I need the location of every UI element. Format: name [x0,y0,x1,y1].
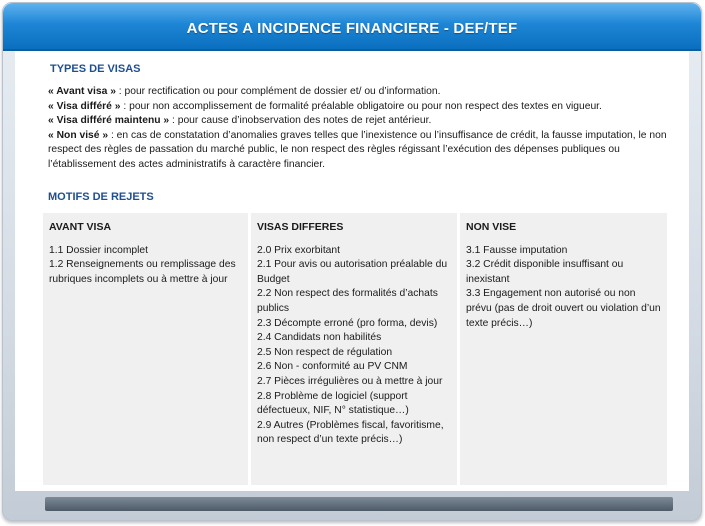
list-item: 3.2 Crédit disponible insuffisant ou inexistant [466,259,624,285]
rejets-column-non-vise [460,213,667,485]
rejets-column-avant-visa [43,213,248,485]
column-heading: VISAS DIFFERES [257,221,344,233]
column-heading: NON VISE [466,221,517,233]
visa-desc: : pour rectification ou pour complément de dossier et/ ou d’information. [115,86,441,97]
list-item: 3.1 Fausse imputation [466,244,568,256]
visa-line [48,129,688,173]
visa-term: « Avant visa » [48,86,116,97]
list-item: 2.7 Pièces irrégulières ou à mettre à jour [257,375,443,387]
visa-desc: : pour cause d’inobservation des notes de rejet antérieur. [169,115,432,127]
list-item: 2.5 Non respect de régulation [257,346,393,358]
visa-term: « Non visé » [48,129,109,141]
header-banner [3,3,701,51]
list-item: 1.2 Renseignements ou remplissage des rubriques incomplets ou à mettre à jour [49,259,236,285]
visa-line [48,114,688,129]
visa-line [48,85,688,100]
list-item: 2.0 Prix exorbitant [257,244,340,256]
list-item: 2.9 Autres (Problèmes fiscal, favoritisme, non respect d’un texte précis…) [257,419,444,446]
list-item: 2.6 Non - conformité au PV CNM [257,361,408,373]
list-item: 2.8 Problème de logiciel (support défectueux, NIF, N° statistique…) [257,390,409,417]
list-item: 2.3 Décompte erroné (pro forma, devis) [257,317,438,329]
visa-line [48,100,688,115]
page-title: ACTES A INCIDENCE FINANCIERE - DEF/TEF [186,20,518,37]
types-de-visas-title: TYPES DE VISAS [50,63,141,75]
rejets-column-visas-differes [251,213,457,485]
visa-term: « Visa différé maintenu » [48,115,170,127]
visa-desc: : en cas de constatation d’anomalies graves telles que l’inexistence ou l’insuffisance de crédit, la fausse imputation, le non respect des règles de passation du marché public, le non respect des règles régissant l’exécution des dépenses publiques ou l’établissement des actes administratifs à caractère financier. [48,129,667,170]
list-item: 2.2 Non respect des formalités d’achats publics [257,288,438,314]
motifs-de-rejets-title: MOTIFS DE REJETS [48,191,154,203]
list-item: 2.4 Candidats non habilités [257,332,382,344]
column-heading: AVANT VISA [49,221,112,233]
list-item: 3.3 Engagement non autorisé ou non prévu (pas de droit ouvert ou violation d’un texte précis…) [466,288,661,329]
visa-term: « Visa différé » [48,100,121,112]
list-item: 2.1 Pour avis ou autorisation préalable du Budget [257,259,448,285]
visa-desc: : pour non accomplissement de formalité préalable obligatoire ou pour non respect des textes en vigueur. [120,100,602,112]
types-de-visas-list [48,85,688,173]
list-item: 1.1 Dossier incomplet [49,244,149,256]
footer-bar [45,497,673,511]
